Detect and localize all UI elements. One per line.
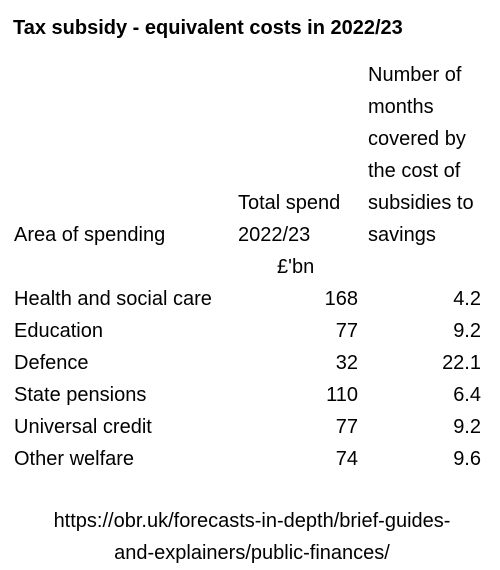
table-title: Tax subsidy - equivalent costs in 2022/23 [13,17,403,39]
total-spend-cell: 77 [335,320,358,342]
table-row [0,347,500,379]
column-header-unit: £'bn [277,256,315,278]
months-covered-cell: 6.4 [453,384,481,406]
total-spend-cell: 77 [335,416,358,438]
column-header-months-line: the cost of [368,160,461,182]
months-covered-cell: 22.1 [442,352,481,374]
area-cell: State pensions [14,384,147,406]
months-covered-cell: 4.2 [453,288,481,310]
table-row [0,443,500,475]
column-header-months-line: subsidies to [368,192,474,214]
table-row [0,379,500,411]
source-note [0,505,500,569]
source-url-line: https://obr.uk/forecasts-in-depth/brief-guides- [53,510,451,532]
months-covered-cell: 9.2 [453,416,481,438]
column-header-total-line: 2022/23 [238,224,311,246]
column-header-total-line: Total spend [238,192,341,214]
area-cell: Education [14,320,103,342]
total-spend-cell: 32 [335,352,358,374]
total-spend-cell: 74 [335,448,358,470]
column-header-total [238,187,340,251]
table-row [0,283,500,315]
months-covered-cell: 9.6 [453,448,481,470]
table-row [0,411,500,443]
source-url-line: and-explainers/public-finances/ [114,542,390,564]
column-header-months-line: Number of [368,64,462,86]
total-spend-cell: 110 [326,384,358,406]
column-header-area: Area of spending [14,224,166,246]
area-cell: Health and social care [14,288,212,310]
area-cell: Universal credit [14,416,152,438]
total-spend-cell: 168 [324,288,358,310]
months-covered-cell: 9.2 [453,320,481,342]
area-cell: Other welfare [14,448,135,470]
column-header-months-line: covered by [368,128,466,150]
column-header-months-line: months [368,96,434,118]
column-header-months [368,59,474,251]
area-cell: Defence [14,352,89,374]
column-header-months-line: savings [368,224,436,246]
table-row [0,315,500,347]
